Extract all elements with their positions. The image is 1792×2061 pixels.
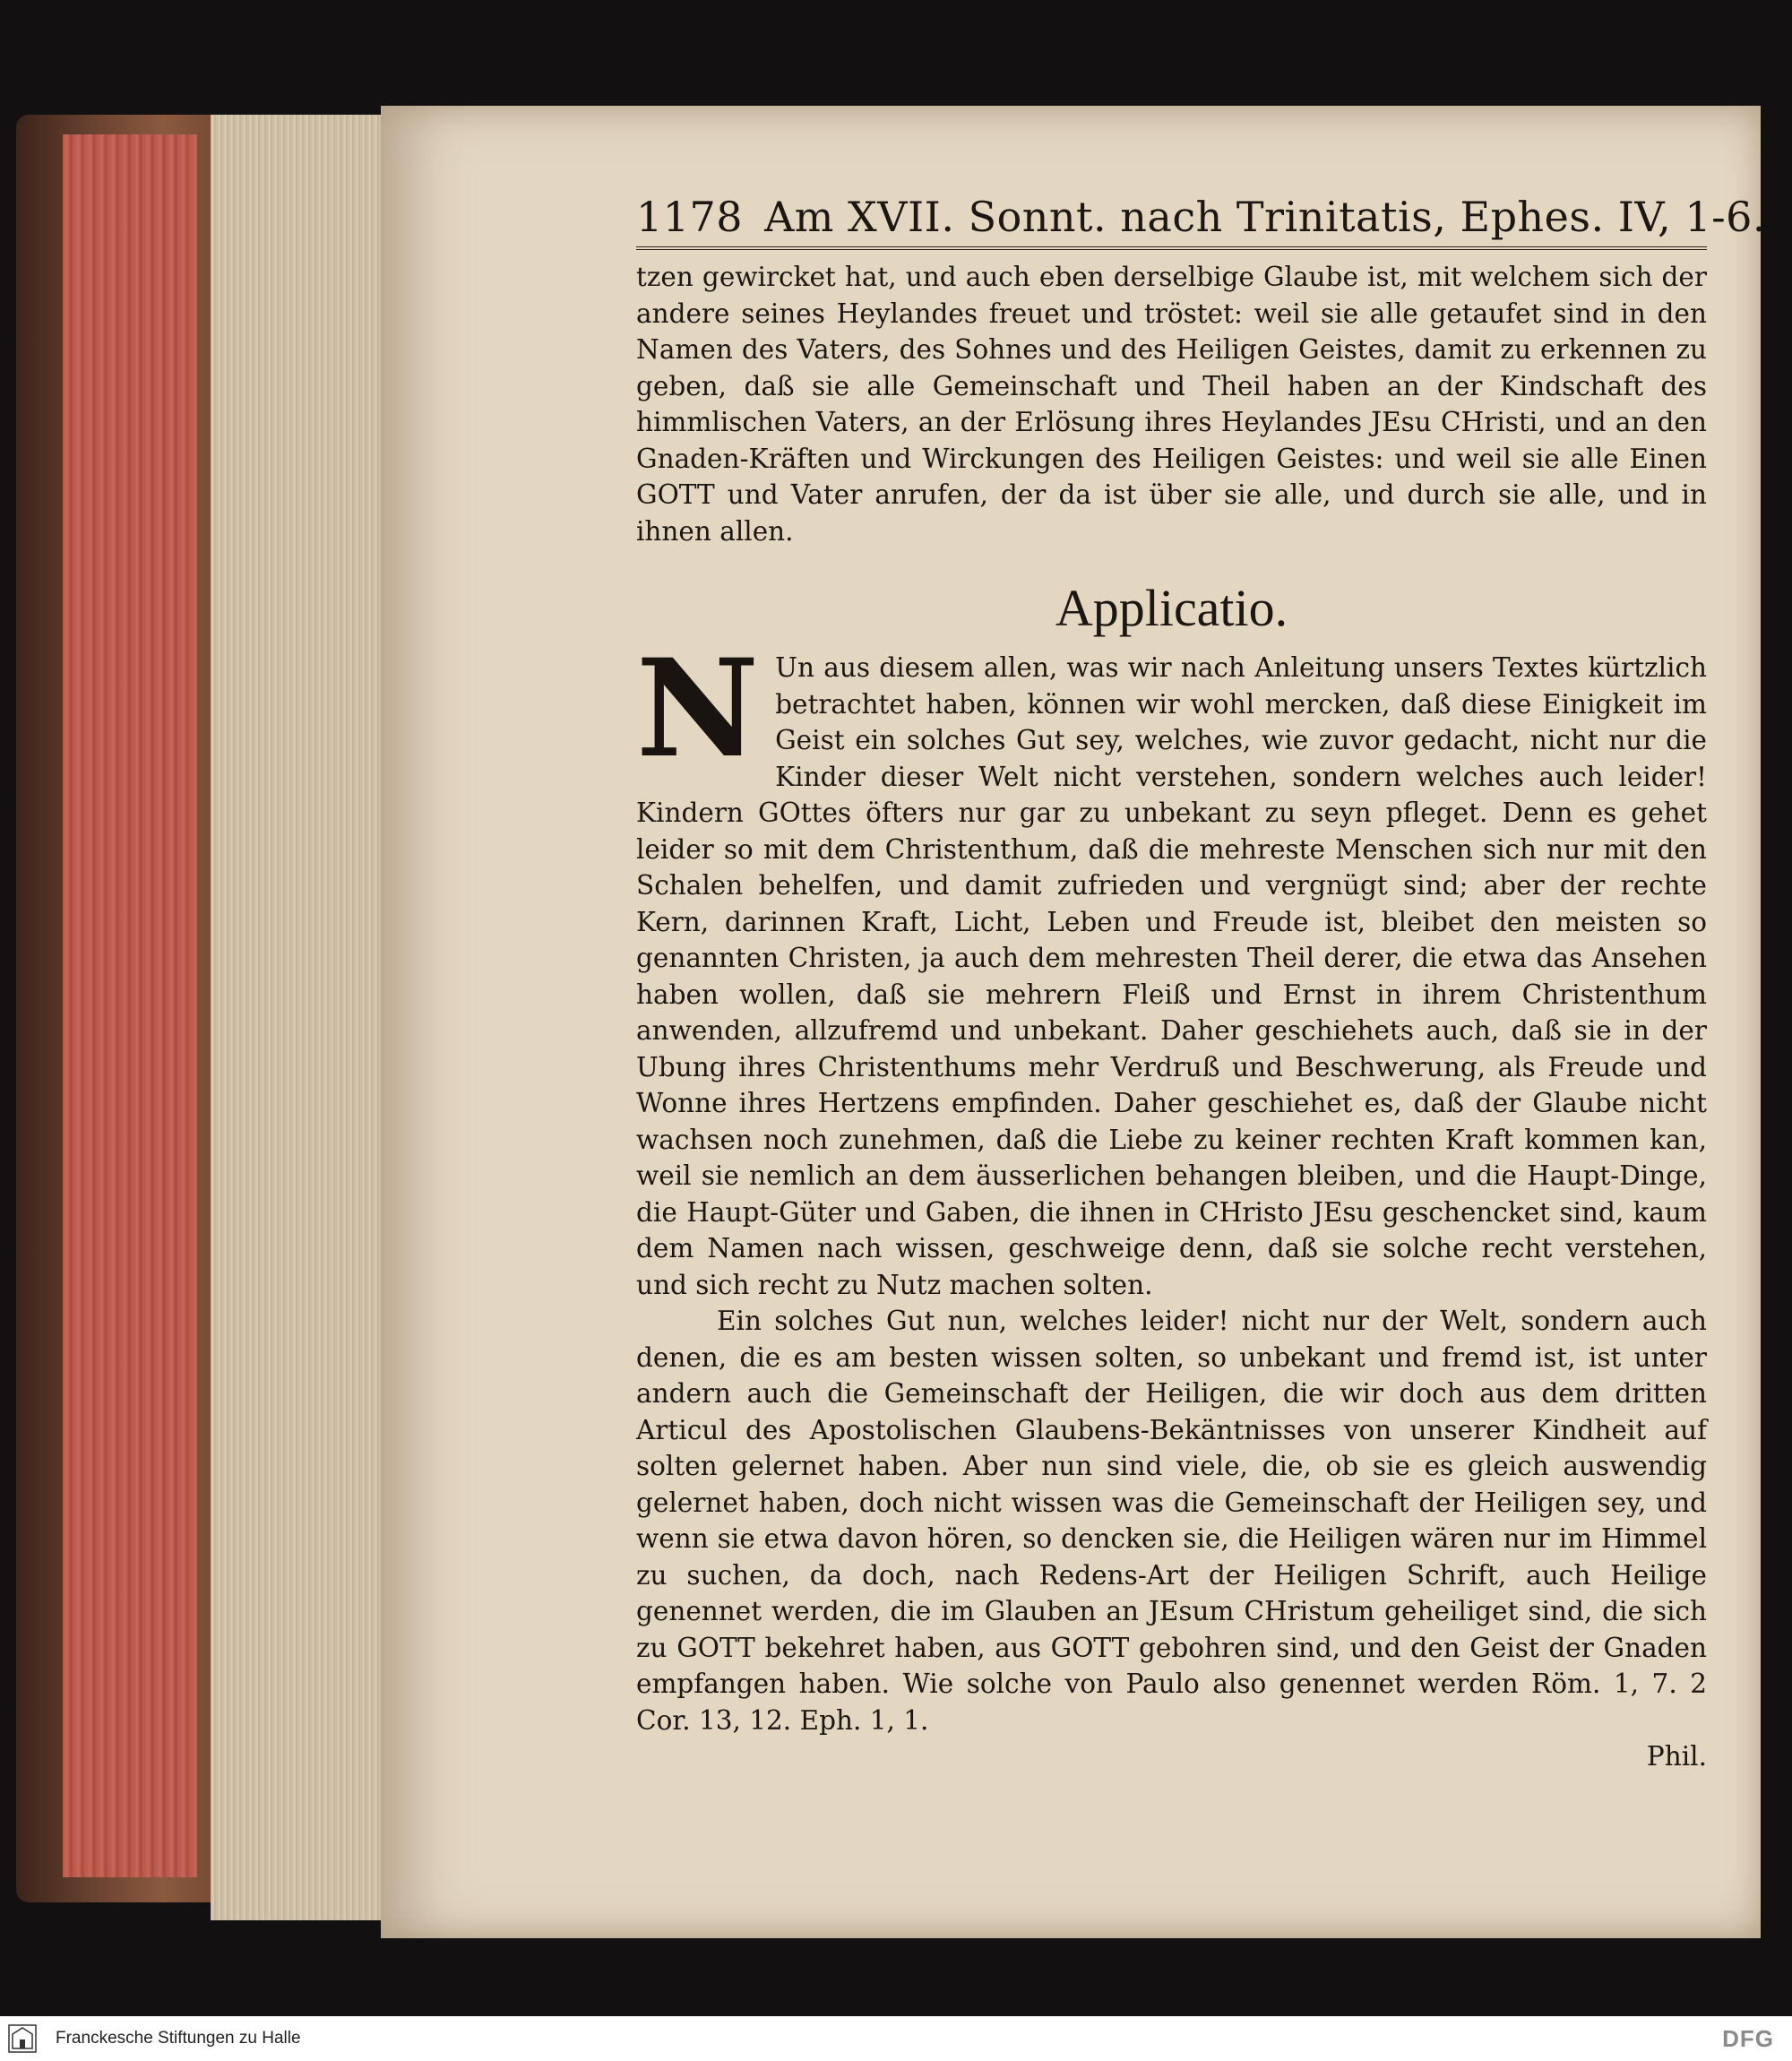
page-text	[636, 193, 1767, 1774]
catchword: Phil.	[1646, 1741, 1707, 1772]
paragraph-1-text: Un aus diesem allen, was wir nach Anleitung unsers Textes kürtzlich betrachtet haben, können wir wohl mercken, daß diese Einigkeit im Geist ein solches Gut sey, welches, wie zuvor gedacht, nicht nur die Kinder dieser Welt nicht verstehen, sondern welches auch leider! Kindern GOttes öfters nur gar zu unbekant zu seyn pfleget. Denn es gehet leider so mit dem Christenthum, daß die mehreste Menschen sich nur mit den Schalen behelfen, und damit zufrieden und vergnügt sind; aber der rechte Kern, darinnen Kraft, Licht, Leben und Freude ist, bleibet den meisten so genannten Christen, ja auch dem mehresten Theil derer, die etwa das Ansehen haben wollen, daß sie mehrern Fleiß und Ernst in ihrem Christenthum anwenden, allzufremd und unbekant. Daher geschiehets auch, daß sie in der Ubung ihres Christenthums mehr Verdruß und Beschwerung, als Freude und Wonne ihres Hertzens empfinden. Daher geschiehet es, daß der Glaube nicht wachsen noch zunehmen, daß die Liebe zu keiner rechten Kraft kommen kan, weil sie nemlich an dem äusserlichen behangen bleiben, und die Haupt-Dinge, die Haupt-Güter und Gaben, die ihnen in CHristo JEsu geschencket sind, kaum dem Namen nach wissen, geschweige denn, daß sie solche recht verstehen, und sich recht zu Nutz machen solten.	[636, 652, 1707, 1300]
dfg-logo: DFG	[1722, 2024, 1774, 2052]
red-page-edges	[63, 134, 197, 1877]
institution-logo-icon	[0, 2016, 45, 2061]
page-number: 1178	[636, 193, 744, 241]
dropcap-letter: N	[636, 630, 760, 788]
page-stack	[211, 115, 399, 1920]
opening-paragraph: tzen gewircket hat, und auch eben derselbige Glaube ist, mit welchem sich der andere seines Heylandes freuet und tröstet: weil sie alle getaufet sind in den Namen des Vaters, des Sohnes und des Heiligen Geistes, damit zu erkennen zu geben, daß sie alle Gemeinschaft und Theil haben an der Kindschaft des himmlischen Vaters, an der Erlösung ihres Heylandes JEsu CHristi, und an den Gnaden-Kräften und Wirckungen des Heiligen Geistes: und weil sie alle Einen GOTT und Vater anrufen, der da ist über sie alle, und durch sie alle, und in ihnen allen.	[636, 262, 1707, 547]
running-title: Am XVII. Sonnt. nach Trinitatis, Ephes. IV, 1-6.	[764, 193, 1767, 241]
running-head	[636, 193, 1767, 250]
section-heading: Applicatio.	[1055, 579, 1288, 637]
viewer-footer	[0, 2016, 1792, 2061]
paragraph-1	[636, 630, 1707, 1303]
institution-name: Franckesche Stiftungen zu Halle	[56, 2029, 301, 2048]
paragraph-2: Ein solches Gut nun, welches leider! nicht nur der Welt, sondern auch denen, die es am besten wissen solten, so unbekant und fremd ist, ist unter andern auch die Gemeinschaft der Heiligen, die wir doch aus dem dritten Articul des Apostolischen Glaubens-Bekäntnisses von unserer Kindheit auf solten gelernet haben. Aber nun sind viele, die, ob sie es gleich auswendig gelernet haben, doch nicht wissen was die Gemeinschaft der Heiligen sey, und wenn sie etwa davon hören, so dencken sie, die Heiligen wären nur im Himmel zu suchen, da doch, nach Redens-Art der Heiligen Schrift, auch Heilige genennet werden, die im Glauben an JEsum CHristum geheiliget sind, die sich zu GOTT bekehret haben, aus GOTT gebohren sind, und den Geist der Gnaden empfangen haben. Wie solche von Paulo also genennet werden Röm. 1, 7. 2 Cor. 13, 12. Eph. 1, 1.	[636, 1306, 1707, 1736]
